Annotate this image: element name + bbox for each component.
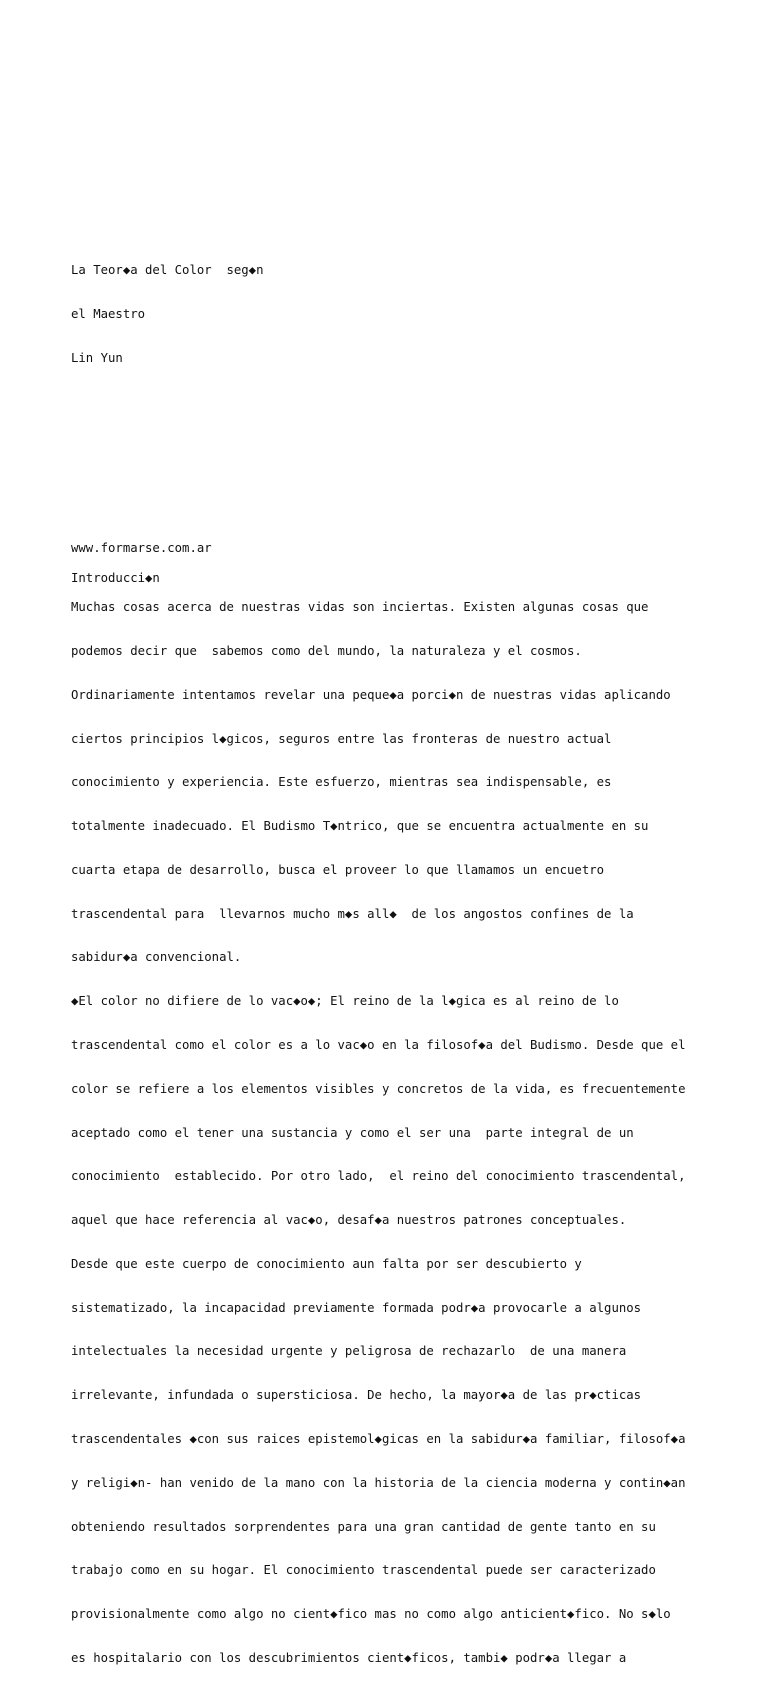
body-line: conocimiento y experiencia. Este esfuerzo, mientras sea indispensable, es	[71, 775, 612, 790]
body-line: aquel que hace referencia al vac◆o, desaf◆a nuestros patrones conceptuales.	[71, 1213, 627, 1228]
body-line: aceptado como el tener una sustancia y como el ser una parte integral de un	[71, 1125, 634, 1140]
intro-heading-text: Introducci◆n	[71, 571, 160, 586]
body-line: ◆El color no difiere de lo vac◆o◆; El reino de la l◆gica es al reino de lo	[71, 994, 619, 1009]
body-text	[71, 571, 751, 1695]
body-line: ciertos principios l◆gicos, seguros entre las fronteras de nuestro actual	[71, 731, 612, 746]
document-title	[71, 234, 751, 395]
body-line: trascendentales ◆con sus raices epistemol◆gicas en la sabidur◆a familiar, filosof◆a	[71, 1432, 686, 1447]
body-line: podemos decir que sabemos como del mundo, la naturaleza y el cosmos.	[71, 643, 582, 658]
body-line: conocimiento establecido. Por otro lado, el reino del conocimiento trascendental,	[71, 1169, 686, 1184]
body-line: sistematizado, la incapacidad previamente formada podr◆a provocarle a algunos	[71, 1300, 642, 1315]
body-line: es hospitalario con los descubrimientos cient◆ficos, tambi◆ podr◆a llegar a	[71, 1650, 627, 1665]
body-line: obteniendo resultados sorprendentes para una gran cantidad de gente tanto en su	[71, 1519, 656, 1534]
body-line: Ordinariamente intentamos revelar una peque◆a porci◆n de nuestras vidas aplicando	[71, 687, 671, 702]
body-line: trascendental para llevarnos mucho m◆s all◆ de los angostos confines de la	[71, 906, 634, 921]
body-line: irrelevante, infundada o supersticiosa. De hecho, la mayor◆a de las pr◆cticas	[71, 1388, 642, 1403]
body-line: intelectuales la necesidad urgente y peligrosa de rechazarlo de una manera	[71, 1344, 627, 1359]
body-line: y religi◆n- han venido de la mano con la historia de la ciencia moderna y contin◆an	[71, 1475, 686, 1490]
title-line: el Maestro	[71, 306, 146, 321]
body-line: provisionalmente como algo no cient◆fico mas no como algo anticient◆fico. No s◆lo	[71, 1607, 671, 1622]
body-line: cuarta etapa de desarrollo, busca el proveer lo que llamamos un encuetro	[71, 862, 605, 877]
title-line: Lin Yun	[71, 350, 123, 365]
body-line: totalmente inadecuado. El Budismo T◆ntrico, que se encuentra actualmente en su	[71, 819, 649, 834]
website-text: www.formarse.com.ar	[71, 541, 212, 556]
title-line: La Teor◆a del Color seg◆n	[71, 263, 264, 278]
body-line: color se refiere a los elementos visibles y concretos de la vida, es frecuentemente	[71, 1081, 686, 1096]
body-line: Muchas cosas acerca de nuestras vidas son inciertas. Existen algunas cosas que	[71, 600, 649, 615]
body-line: trascendental como el color es a lo vac◆o en la filosof◆a del Budismo. Desde que el	[71, 1038, 686, 1052]
body-line: trabajo como en su hogar. El conocimiento trascendental puede ser caracterizado	[71, 1563, 656, 1578]
body-line: Desde que este cuerpo de conocimiento aun falta por ser descubierto y	[71, 1256, 582, 1271]
body-line: sabidur◆a convencional.	[71, 950, 242, 965]
